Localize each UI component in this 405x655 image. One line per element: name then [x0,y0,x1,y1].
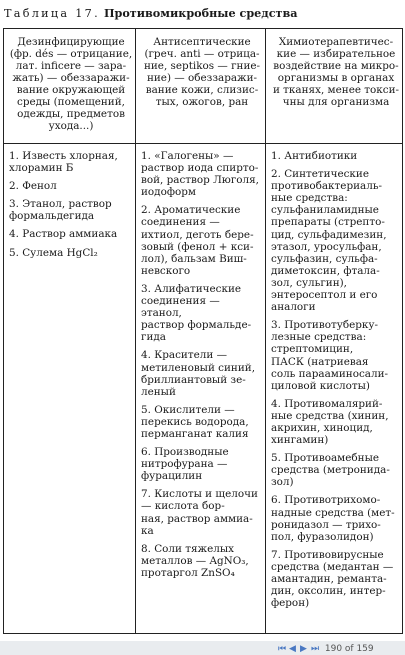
list-item-line: хлорамин Б [9,162,74,175]
headers.col2-line: ние) — обеззаражи- [146,72,258,84]
list-item-line: невского [141,264,191,277]
list-item-line: стрептомицин, [271,343,354,356]
header-disinfectants [9,36,133,132]
list-item-line: вой, раствор Люголя, [141,174,259,187]
list-item-line: дин, оксолин, интер- [271,585,386,598]
list-item-line: 5. Окислители — [141,403,235,416]
list-item [271,150,401,162]
list-item-line: соединения — этанол, [141,295,220,320]
header-chemotherapeutic [271,36,401,108]
list-item [271,319,401,392]
list-item [271,168,401,313]
list-item [271,398,401,446]
list-item-line: акрихин, хиноцид, [271,421,373,434]
last-page-icon[interactable]: ⏭ [311,644,320,654]
list-item-line: этазол, уросульфан, [271,240,382,253]
list-item-line: метиленовый синий, [141,361,256,374]
list-item-line: 2. Фенол [9,180,57,193]
column-chemotherapeutic-list [271,150,401,615]
next-page-icon[interactable]: ▶ [300,644,307,654]
list-item [141,446,263,482]
list-item-line: 2. Синтетические [271,168,369,181]
previous-page-icon[interactable]: ◀ [289,644,296,654]
list-item-line: противобактериаль- [271,180,382,193]
list-item-line: 3. Этанол, раствор [9,198,112,211]
list-item-line: 2. Ароматические [141,204,241,217]
list-item-line: амантадин, реманта- [271,573,387,585]
list-item-line: ферон) [271,597,310,610]
headers.col2-line: тых, ожогов, ран [155,96,249,108]
page-counter: 190 of 159 [324,644,374,654]
headers.col3-line: чны для организма [282,96,390,108]
list-item-line: ка [141,524,154,537]
headers.col3-line: и тканях, менее токси- [272,84,400,96]
list-item [9,228,133,240]
list-item-line: средства (метронида- [271,464,390,477]
list-item-line: ронидазол — трихо- [271,518,381,531]
list-item [141,488,263,536]
list-item-line: фурацилин [141,470,203,483]
list-item-line: зол, сульгин), [271,276,347,289]
list-item-line: 4. Красители — [141,349,227,362]
list-item [9,180,133,192]
list-item-line: хингамин) [271,434,329,447]
list-item-line: 4. Раствор аммиака [9,228,118,241]
headers.col3-line: кие — избирательное [276,48,396,60]
list-item [141,349,263,397]
list-item [141,404,263,440]
list-item-line: ные средства (хинин, [271,409,389,422]
list-item-line: диметоксин, фтала- [271,264,380,277]
list-item [9,247,133,259]
headers.col1-line: вание окружающей [16,84,126,96]
list-item-line: ные средства: [271,192,348,205]
list-item [271,452,401,488]
headers.col3-line: Химиотерапевтичес- [278,36,394,48]
list-item-line: иодоформ [141,186,196,199]
list-item-line: 3. Алифатические [141,282,242,295]
list-item-line: 1. Известь хлорная, [9,150,118,162]
list-item-line: надные средства (мет- [271,506,395,519]
table-title: Противомикробные средства [103,6,298,20]
list-item-line: аналоги [271,301,316,314]
list-item-line: зол) [271,476,294,489]
list-item-line: ная, раствор аммиа- [141,512,253,525]
page-navigator [278,644,374,654]
list-item-line: раствор иода спирто- [141,162,259,175]
headers.col2-line: вание кожи, слизис- [145,84,259,96]
list-item [271,549,401,609]
list-item [141,283,263,343]
list-item-line: формальдегида [9,210,95,223]
list-item-line: 7. Противовирусные [271,548,384,561]
list-item-line: 5. Противоамебные [271,452,379,465]
list-item-line: нитрофурана — [141,458,228,471]
list-item-line: средства (медантан — [271,560,394,573]
list-item-line: протаргол ZnSO₄ [141,566,235,579]
list-item-line: 1. Антибиотики [271,150,358,162]
list-item-line: соль парааминосали- [271,367,389,380]
list-item [271,494,401,542]
first-page-icon[interactable]: ⏮ [278,644,287,654]
list-item-line: сульфазин, сульфа- [271,252,378,265]
list-item-line: лезные средства: [271,331,367,344]
list-item-line: энтеросептол и его [271,289,378,302]
list-item-line: металлов — AgNO₃, [141,554,249,567]
headers.col1-line: ухода...) [48,120,94,132]
headers.col2-line: ние, septikos — гние- [143,60,261,72]
headers.col1-line: жать) — обеззаражи- [12,72,130,84]
list-item-line: ПАСК (натриевая [271,355,369,368]
table-caption [4,6,298,20]
list-item-line: препараты (стрепто- [271,216,385,229]
list-item [141,150,263,198]
list-item-line: перекись водорода, [141,415,249,428]
column-disinfectants-list [9,150,133,265]
list-item-line: — кислота бор- [141,500,225,513]
list-item [9,198,133,222]
list-item-line: 6. Противотрихомо- [271,494,381,507]
headers.col1-line: (фр. dés — отрицание, [9,48,133,60]
header-antiseptics [141,36,263,108]
list-item [141,543,263,579]
list-item-line: цид, сульфадимезин, [271,228,387,241]
list-item-line: ихтиол, деготь бере- [141,228,254,241]
list-item-line: циловой кислоты) [271,379,370,392]
list-item-line: 3. Противотуберку- [271,319,379,332]
list-item-line: 7. Кислоты и щелочи [141,488,258,501]
list-item-line: 8. Соли тяжелых [141,542,234,555]
list-item [9,150,133,174]
table-number: Таблица 17. [4,7,100,20]
list-item-line: лол), бальзам Виш- [141,252,247,265]
antimicrobial-table [3,28,403,634]
list-item-line: зовый (фенол + кси- [141,240,254,253]
list-item-line: 4. Противомалярий- [271,397,383,410]
list-item-line: 1. «Галогены» — [141,150,234,162]
headers.col1-line: Дезинфицирующие [17,36,125,48]
headers.col3-line: воздействие на микро- [273,60,399,72]
list-item-line: перманганат калия [141,427,249,440]
list-item-line: гида [141,331,166,344]
list-item-line: леный [141,385,176,398]
list-item-line: 5. Сулема HgCl₂ [9,246,98,259]
headers.col1-line: среды (помещений, [17,96,125,108]
list-item-line: 6. Производные [141,446,229,459]
headers.col3-line: организмы в органах [277,72,395,84]
header-divider [4,143,402,144]
column-antiseptics-list [141,150,263,585]
list-item-line: соединения — [141,216,220,229]
headers.col1-line: лат. inficere — зара- [15,60,127,72]
list-item-line: сульфаниламидные [271,204,379,217]
column-divider [135,29,136,633]
headers.col2-line: Антисептические [153,36,251,48]
column-divider [265,29,266,633]
list-item-line: пол, фуразолидон) [271,530,374,543]
list-item-line: раствор формальде- [141,319,252,332]
list-item-line: бриллиантовый зе- [141,373,246,386]
list-item [141,204,263,277]
headers.col1-line: одежды, предметов [17,108,125,120]
headers.col2-line: (греч. anti — отрица- [144,48,260,60]
